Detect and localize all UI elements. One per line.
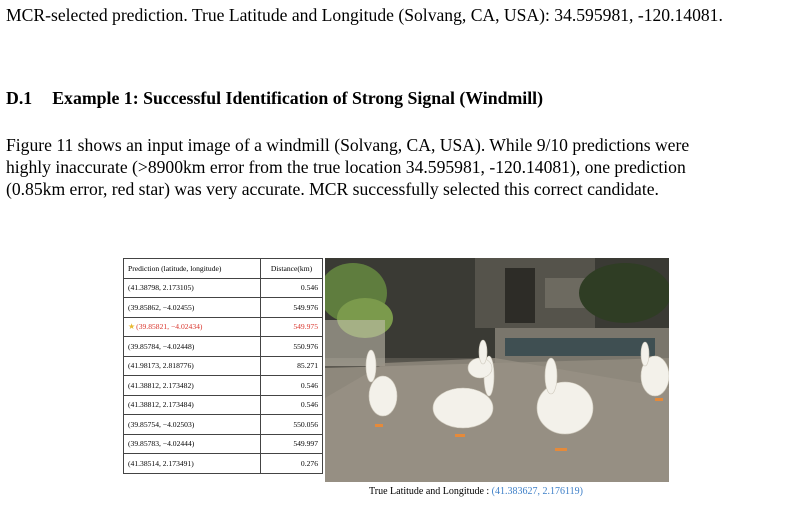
prediction-cell bbox=[124, 376, 261, 396]
table-row bbox=[124, 337, 323, 357]
figure-caption bbox=[369, 486, 583, 497]
preceding-caption-line: MCR-selected prediction. True Latitude and Longitude (Solvang, CA, USA): 34.595981, -120.14081. bbox=[6, 5, 723, 25]
table-header-row bbox=[124, 259, 323, 279]
photo-fence bbox=[325, 320, 385, 366]
prediction-cell bbox=[124, 454, 261, 474]
table-row bbox=[124, 317, 323, 337]
distance-cell: 550.976 bbox=[261, 337, 323, 357]
prediction-cell bbox=[124, 337, 261, 357]
section-title: Example 1: Successful Identification of Strong Signal (Windmill) bbox=[52, 88, 544, 108]
paragraph-line: Figure 11 shows an input image of a windmill (Solvang, CA, USA). While 9/10 predictions were bbox=[6, 135, 690, 155]
table-row bbox=[124, 395, 323, 415]
prediction-cell bbox=[124, 278, 261, 298]
distance-cell: 549.976 bbox=[261, 298, 323, 318]
photo-pond-water bbox=[505, 338, 655, 356]
photo-doorway bbox=[505, 268, 535, 323]
star-icon: ★ bbox=[128, 322, 136, 332]
prediction-text: (41.38798, 2.173105) bbox=[128, 283, 194, 293]
prediction-cell bbox=[124, 298, 261, 318]
section-number: D.1 bbox=[6, 88, 33, 108]
header-prediction: Prediction (latitude, longitude) bbox=[124, 259, 261, 279]
body-paragraph bbox=[6, 134, 804, 200]
table-row bbox=[124, 454, 323, 474]
prediction-cell bbox=[124, 317, 261, 337]
prediction-table-body bbox=[124, 278, 323, 473]
prediction-text: (41.38812, 2.173484) bbox=[128, 400, 194, 410]
table-row bbox=[124, 415, 323, 435]
prediction-cell bbox=[124, 434, 261, 454]
distance-cell: 0.546 bbox=[261, 395, 323, 415]
prediction-text: (39.85783, −4.02444) bbox=[128, 439, 195, 449]
table-row bbox=[124, 298, 323, 318]
input-photo bbox=[325, 258, 669, 482]
distance-cell: 0.546 bbox=[261, 278, 323, 298]
paragraph-line: highly inaccurate (>8900km error from the true location 34.595981, -120.14081), one prediction bbox=[6, 157, 686, 177]
distance-cell: 85.271 bbox=[261, 356, 323, 376]
distance-cell: 550.056 bbox=[261, 415, 323, 435]
paragraph-line: (0.85km error, red star) was very accurate. MCR successfully selected this correct candidate. bbox=[6, 179, 659, 199]
photo-geese-courtyard bbox=[325, 258, 669, 482]
prediction-text: (39.85784, −4.02448) bbox=[128, 341, 195, 351]
prediction-cell bbox=[124, 356, 261, 376]
table-row bbox=[124, 356, 323, 376]
distance-cell: 549.997 bbox=[261, 434, 323, 454]
section-heading bbox=[6, 88, 543, 109]
distance-cell: 0.546 bbox=[261, 376, 323, 396]
distance-cell: 549.975 bbox=[261, 317, 323, 337]
prediction-text: (41.98173, 2.818776) bbox=[128, 361, 194, 371]
table-row bbox=[124, 434, 323, 454]
prediction-cell bbox=[124, 395, 261, 415]
prediction-text: (39.85754, −4.02503) bbox=[128, 419, 195, 429]
table-row bbox=[124, 278, 323, 298]
prediction-text: (41.38514, 2.173491) bbox=[128, 458, 194, 468]
figure bbox=[123, 258, 669, 483]
prediction-text: (41.38812, 2.173482) bbox=[128, 380, 194, 390]
header-distance: Distance(km) bbox=[261, 259, 323, 279]
prediction-text: (39.85862, −4.02455) bbox=[128, 302, 195, 312]
prediction-cell bbox=[124, 415, 261, 435]
distance-cell: 0.276 bbox=[261, 454, 323, 474]
table-row bbox=[124, 376, 323, 396]
prediction-text: (39.85821, −4.02434) bbox=[136, 322, 203, 332]
photo-tree-right bbox=[579, 263, 669, 323]
caption-coordinates: (41.383627, 2.176119) bbox=[491, 486, 583, 497]
prediction-table bbox=[123, 258, 323, 474]
caption-label: True Latitude and Longitude : bbox=[369, 486, 490, 497]
